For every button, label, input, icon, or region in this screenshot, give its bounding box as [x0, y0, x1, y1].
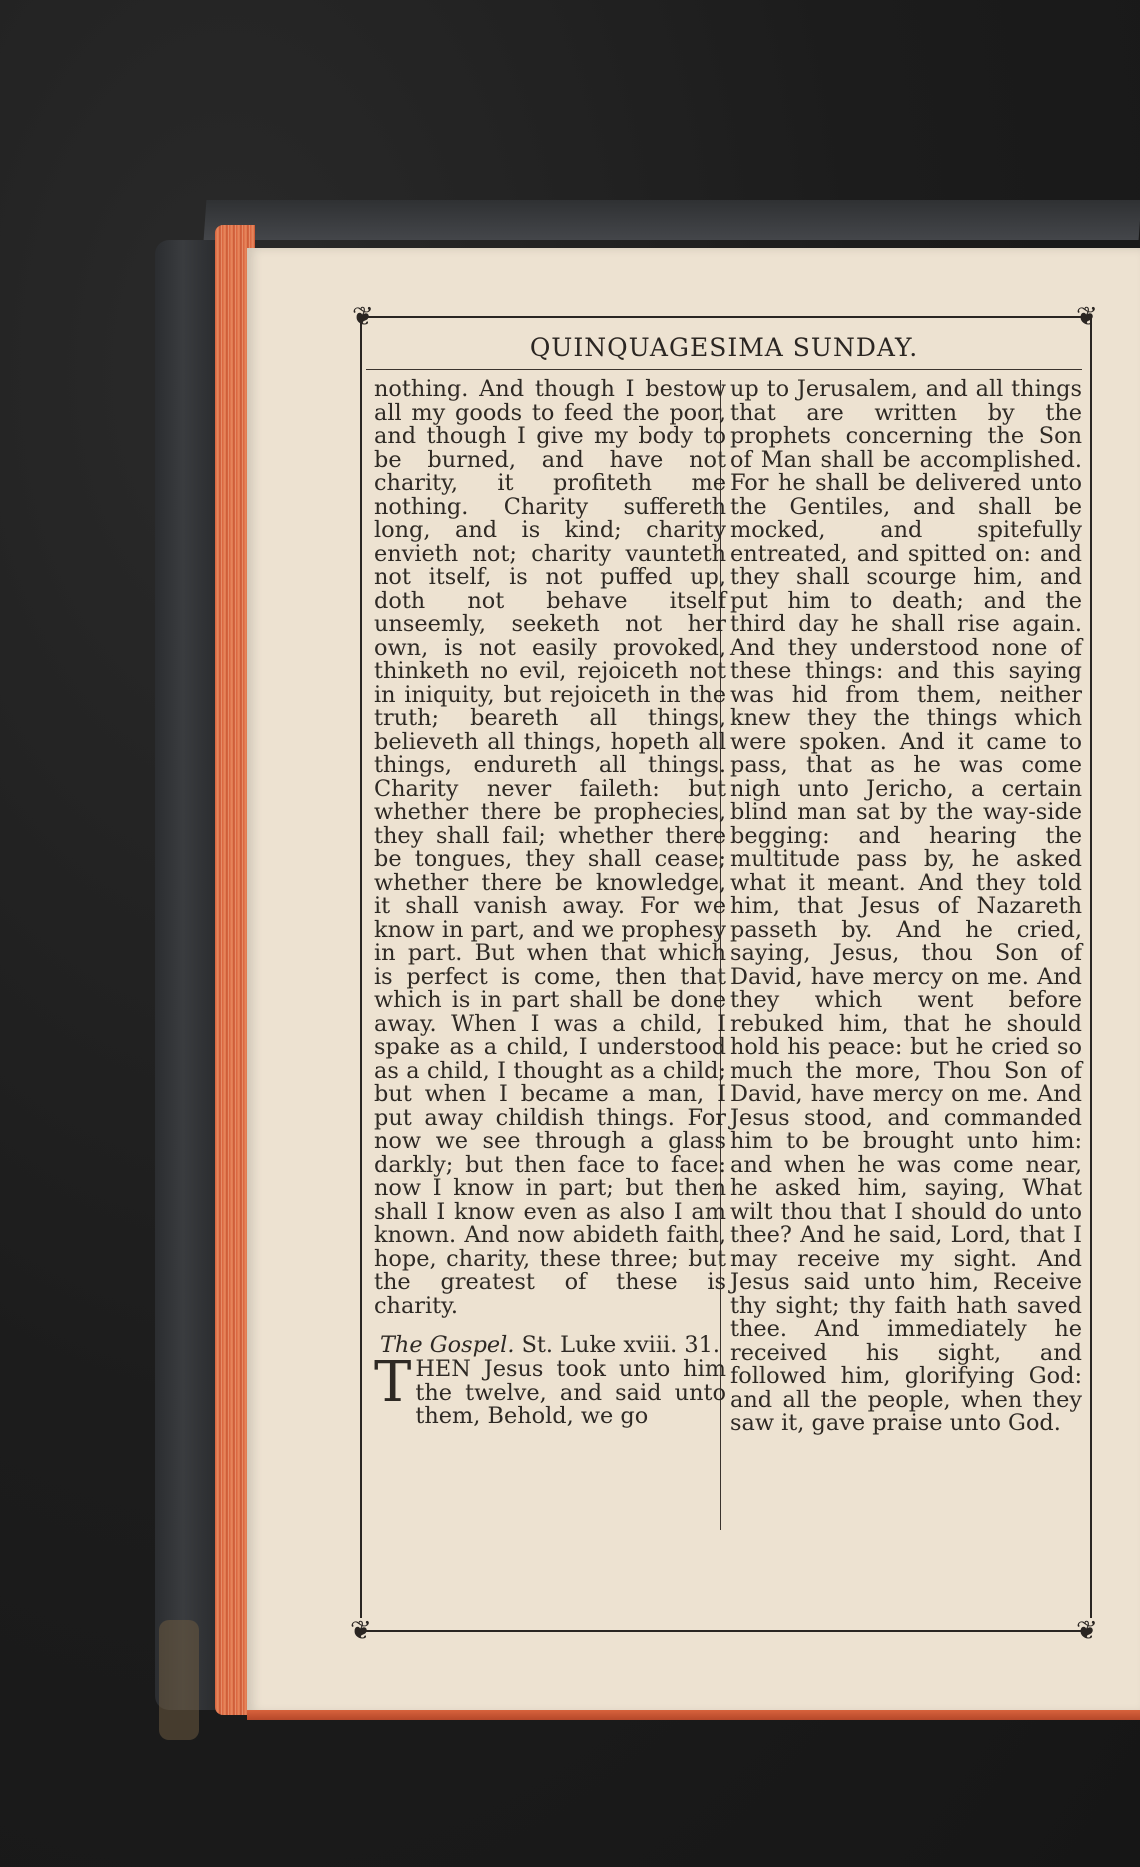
gospel-continued-text: up to Jerusalem, and all things that are written by the prophets concerning the Son of Man shall be accomplished. For he shall be delivered unto the Gentiles, and shall be mocked, and spitefully entreated, and spitted on: and they shall scourge him, and put him to death; and the third day he shall rise again. And they understood none of these things: and this saying was hid from them, neither knew they the things which were spoken. And it came to pass, that as he was come nigh unto Jericho, a certain blind man sat by the way-side begging: and hearing the multitude pass by, he asked what it meant. And they told him, that Jesus of Nazareth passeth by. And he cried, saying, Jesus, thou Son of David, have mercy on me. And they which went before rebuked him, that he should hold his peace: but he cried so much the more, Thou Son of David, have mercy on me. And Jesus stood, and commanded him to be brought unto him: and when he was come near, he asked him, saying, What wilt thou that I should do unto thee? And he said, Lord, that I may receive my sight. And Jesus said unto him, Receive thy sight; thy faith hath saved thee. And immediately he received his sight, and followed him, glorifying God: and all the people, when they saw it, gave praise unto God.: [730, 376, 1082, 1436]
running-head: QUINQUAGESIMA SUNDAY.: [529, 333, 919, 362]
frame-bottom-rule: [360, 1630, 1090, 1632]
page-bottom-edge: [247, 1710, 1140, 1720]
ornament-bottom-right-icon: ❦: [1076, 1616, 1098, 1646]
gospel-label: The Gospel.: [380, 1332, 515, 1358]
epistle-text: nothing. And though I bestow all my goods to feed the poor, and though I give my body to be burned, and have not charity, it profiteth me nothing. Charity suffereth long, and is kind; charity envieth not; charity vaunteth not itself, is not puffed up, doth not behave itself unseemly, seeketh not her own, is not easily provoked, thinketh no evil, rejoiceth not in iniquity, but rejoiceth in the truth; beareth all things, believeth all things, hopeth all things, endureth all things. Charity never faileth: but whether there be prophecies, they shall fail; whether there be tongues, they shall cease; whether there be knowledge, it shall vanish away. For we know in part, and we prophesy in part. But when that which is perfect is come, then that which is in part shall be done away. When I was a child, I spake as a child, I understood as a child, I thought as a child; but when I became a man, I put away childish things. For now we see through a glass darkly; but then face to face: now I know in part; but then shall I know even as also I am known. And now abideth faith, hope, charity, these three; but the greatest of these is charity.: [374, 376, 726, 1319]
left-column: [374, 378, 726, 1429]
drop-cap: T: [374, 1350, 412, 1415]
right-column: [730, 378, 1082, 1436]
ornament-top-right-icon: ❦: [1076, 302, 1098, 332]
ornament-top-left-icon: ❦: [352, 302, 374, 332]
ornament-bottom-left-icon: ❦: [350, 1616, 372, 1646]
spine-wear: [159, 1620, 199, 1740]
gospel-heading: [374, 1332, 726, 1358]
book-cover-top: [204, 200, 1140, 240]
gospel-reference: St. Luke xviii. 31.: [521, 1332, 720, 1358]
running-head-rule: [366, 369, 1082, 370]
gospel-opening: [374, 1350, 726, 1429]
gospel-opening-text: HEN Jesus took unto him the twelve, and said unto them, Behold, we go: [415, 1356, 726, 1429]
